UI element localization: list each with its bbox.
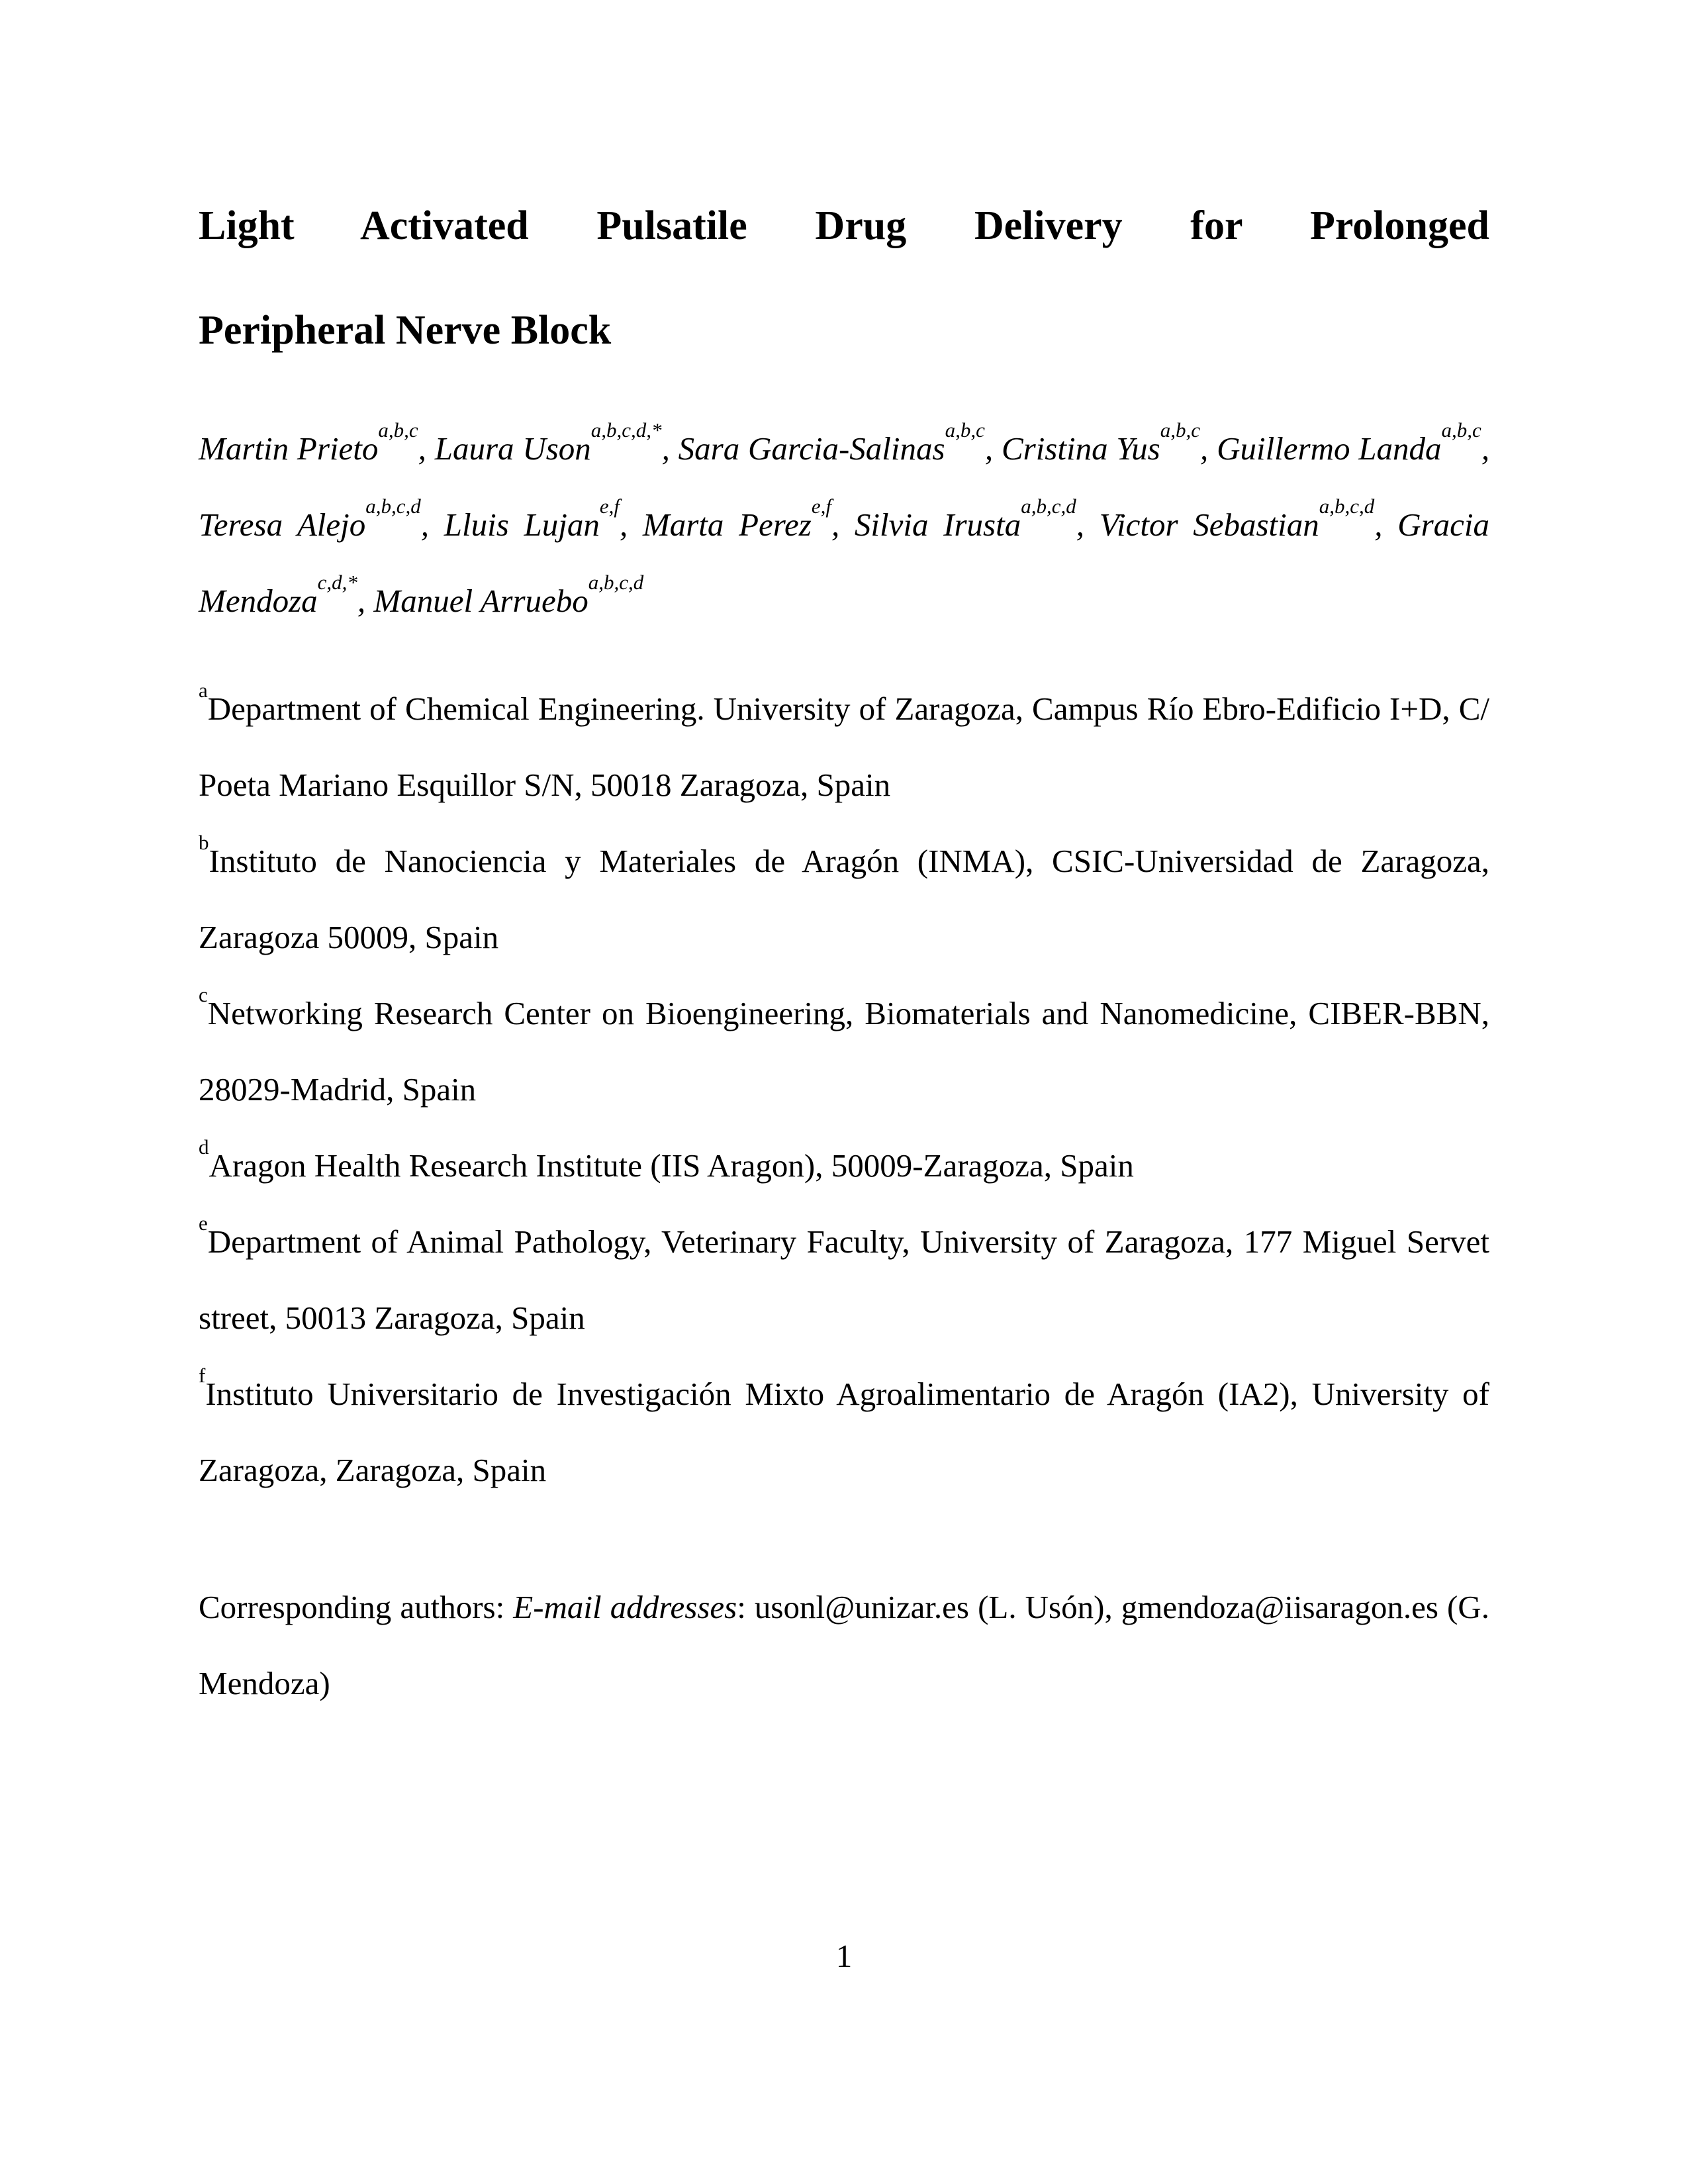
corresponding-prefix: Corresponding authors: [199,1589,514,1625]
affiliation-item [199,671,1489,823]
author [854,494,1100,543]
author [373,570,644,619]
author-separator: , [357,583,374,619]
author-separator: , [619,506,643,543]
affiliation-text: Aragon Health Research Institute (IIS Aragon), 50009-Zaragoza, Spain [209,1147,1134,1184]
author-name: Gracia Mendoza [199,506,1490,619]
author-separator: , [984,430,1002,467]
author-separator: , [1481,430,1490,467]
affiliation-item [199,1127,1489,1204]
author [1099,494,1398,543]
corresponding-emails: : usonl@unizar.es (L. Usón), gmendoza@iisaragon.es (G. Mendoza) [199,1589,1489,1701]
author [199,418,435,467]
author-name: Guillermo Landa [1217,430,1442,467]
author [434,418,679,467]
author-affiliation-marks: e,f [599,494,620,518]
author-separator: , [1374,506,1398,543]
author-separator: , [661,430,679,467]
affiliation-item [199,823,1489,975]
affiliation-marker: d [199,1135,209,1159]
author-affiliation-marks: a,b,c [1441,418,1481,442]
author [1217,418,1490,467]
author-list [199,410,1489,639]
author-name: Lluis Lujan [444,506,600,543]
author-name: Silvia Irusta [854,506,1021,543]
author-name: Laura Uson [434,430,591,467]
author [678,418,1002,467]
affiliation-list [199,671,1489,1508]
author-name: Teresa Alejo [199,506,366,543]
author [1001,418,1217,467]
affiliation-item [199,1204,1489,1356]
paper-title-line-1: Light Activated Pulsatile Drug Delivery for Prolonged [199,203,1489,248]
author-affiliation-marks: c,d,* [317,570,357,594]
paper-title [199,173,1489,383]
author-affiliation-marks: a,b,c,d [1021,494,1076,518]
affiliation-text: Instituto de Nanociencia y Materiales de Aragón (INMA), CSIC-Universidad de Zaragoza, Zaragoza 50009, Spain [199,843,1489,955]
author-name: Cristina Yus [1001,430,1160,467]
author-affiliation-marks: a,b,c,d [588,570,644,594]
author-separator: , [420,506,444,543]
author-name: Victor Sebastian [1099,506,1319,543]
author-affiliation-marks: a,b,c [1160,418,1200,442]
affiliation-marker: a [199,678,208,702]
paper-title-line-2: Peripheral Nerve Block [199,308,612,353]
author-name: Martin Prieto [199,430,379,467]
affiliation-marker: b [199,830,209,854]
affiliation-item [199,975,1489,1127]
author-affiliation-marks: e,f [811,494,831,518]
page-content [199,173,1489,1721]
author-affiliation-marks: a,b,c,d [365,494,421,518]
affiliation-marker: c [199,982,208,1006]
author-affiliation-marks: a,b,c,d [1319,494,1375,518]
affiliation-marker: f [199,1363,206,1387]
author-affiliation-marks: a,b,c [945,418,985,442]
author-name: Sara Garcia-Salinas [678,430,945,467]
author-affiliation-marks: a,b,c [378,418,418,442]
affiliation-text: Instituto Universitario de Investigación Mixto Agroalimentario de Aragón (IA2), University of Zaragoza, Zaragoza, Spain [199,1376,1489,1488]
page-number: 1 [835,1938,853,1974]
author-name: Manuel Arruebo [373,583,588,619]
author [444,494,643,543]
affiliation-item [199,1356,1489,1508]
author [199,494,444,543]
author [642,494,855,543]
author-separator: , [1076,506,1100,543]
affiliation-text: Department of Chemical Engineering. University of Zaragoza, Campus Río Ebro-Edificio I+D, C/ Poeta Mariano Esquillor S/N, 50018 Zaragoza, Spain [199,690,1489,803]
author-affiliation-marks: a,b,c,d,* [590,418,662,442]
affiliation-marker: e [199,1211,208,1235]
author-separator: , [831,506,855,543]
corresponding-email-addresses-label: E-mail addresses [513,1589,737,1625]
affiliation-text: Networking Research Center on Bioengineering, Biomaterials and Nanomedicine, CIBER-BBN, 28029-Madrid, Spain [199,995,1489,1108]
affiliation-text: Department of Animal Pathology, Veterinary Faculty, University of Zaragoza, 177 Miguel Servet street, 50013 Zaragoza, Spain [199,1223,1489,1336]
corresponding-authors [199,1569,1489,1721]
author-name: Marta Perez [642,506,812,543]
author-separator: , [418,430,435,467]
author-separator: , [1200,430,1217,467]
